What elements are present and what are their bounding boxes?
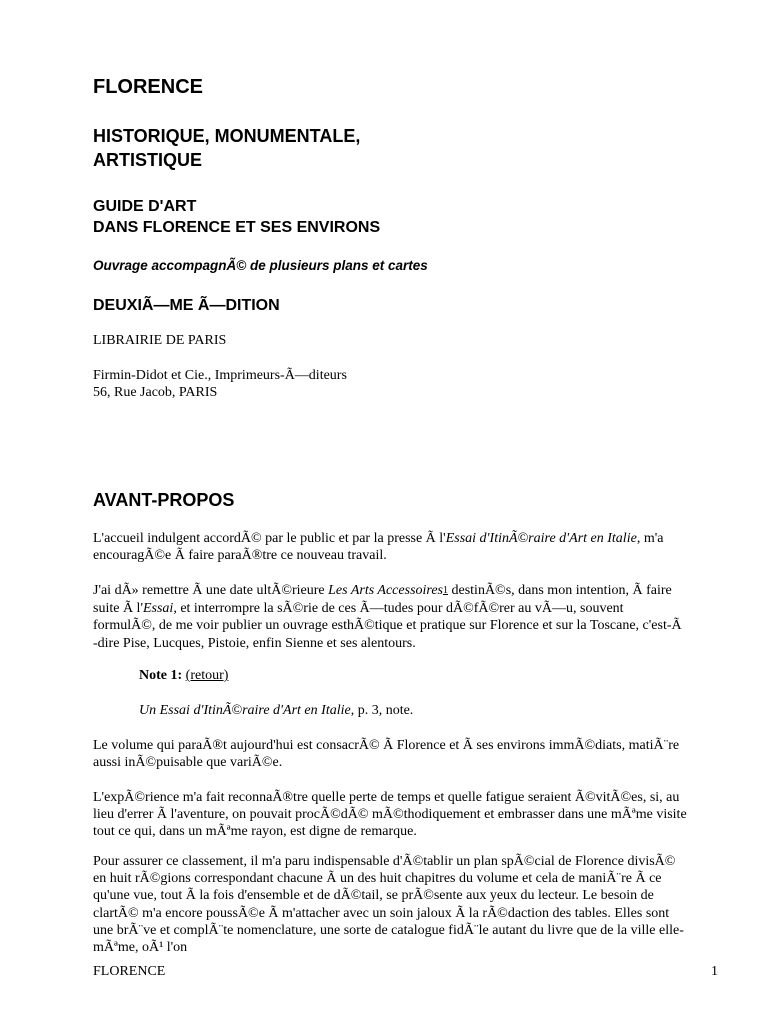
paragraph-2 [93, 582, 689, 652]
ouvrage-note: Ouvrage accompagnÃ© de plusieurs plans et cartes [93, 258, 428, 273]
guide-line-2: DANS FLORENCE ET SES ENVIRONS [93, 219, 381, 236]
p1-essai-title: Essai d'ItinÃ©raire d'Art en Italie [445, 531, 637, 546]
footnote-label [139, 667, 228, 684]
address-line: 56, Rue Jacob, PARIS [93, 385, 218, 401]
subtitle-line-2: ARTISTIQUE [93, 150, 203, 170]
footnote-text [139, 702, 413, 719]
note-label-text: Note 1: [139, 668, 183, 683]
paragraph-3: Le volume qui paraÃ®t aujourd'hui est consacrÃ© Ã Florence et Ã ses environs immÃ©diats, matiÃ¨re aussi inÃ©puisable que variÃ©e. [93, 738, 680, 771]
paragraph-5: Pour assurer ce classement, il m'a paru indispensable d'Ã©tablir un plan spÃ©cial de Florence divisÃ© en huit rÃ©gions correspondant chacune Ã un des huit chapitres du volume et cela de maniÃ¨re Ã ce qu'une vue, tout Ã la fois d'ensemble et de dÃ©tail, se prÃ©sente aux yeux du lecteur. Le besoin de clartÃ© m'a encore poussÃ©e Ã m'attacher avec un soin jaloux Ã la rÃ©daction des tables. Elles sont une brÃ¨ve et complÃ¨te nomenclature, une sorte de catalogue fidÃ¨le autant du livre que de la ville elle-mÃªme, oÃ¹ l'on [93, 854, 684, 956]
arts-accessoires-title: Les Arts Accessoires [328, 583, 443, 598]
paragraph-4: L'expÃ©rience m'a fait reconnaÃ®tre quelle perte de temps et quelle fatigue seraient Ã©vitÃ©es, si, au lieu d'errer Ã l'aventure, on pouvait procÃ©dÃ© mÃ©thodiquement et embrasser dans une mÃªme visite tout ce qui, dans un mÃªme rayon, est digne de remarque. [93, 790, 687, 840]
publisher-name: LIBRAIRIE DE PARIS [93, 333, 227, 348]
document-subtitle [93, 124, 360, 172]
paragraph-1 [93, 530, 689, 564]
p2-text-b: destinÃ©s, dans mon intention, Ã faire suite Ã l' [93, 583, 672, 617]
page-number: 1 [711, 964, 718, 979]
edition-heading: DEUXIÃ—ME Ã—DITION [93, 297, 280, 314]
arts-accessoires-link[interactable] [328, 583, 448, 598]
footnote-return-link[interactable]: (retour) [185, 668, 229, 683]
document-title: FLORENCE [93, 76, 203, 98]
p1-text-b: , m'a encouragÃ©e Ã faire paraÃ®tre ce nouveau travail. [93, 531, 664, 564]
guide-heading [93, 196, 380, 238]
footer-title: FLORENCE [93, 964, 166, 979]
p1-text-a: L'accueil indulgent accordÃ© par le public et par la presse Ã l' [93, 531, 446, 546]
p2-text-a: J'ai dÃ» remettre Ã une date ultÃ©rieure [93, 583, 329, 598]
guide-line-1: GUIDE D'ART [93, 198, 197, 215]
p2-essai: Essai [142, 601, 174, 617]
footnote-rest: , p. 3, note. [350, 703, 414, 718]
imprimeurs-line: Firmin-Didot et Cie., Imprimeurs-Ã—diteurs [93, 368, 347, 383]
p2-text-c: , et interrompre la sÃ©rie de ces Ã—tudes pour dÃ©fÃ©rer au vÃ—u, souvent formulÃ©, de me voir publier un ouvrage esthÃ©tique et pratique sur Florence et sur la Toscane, c'est-Ã -dire Pise, Lucques, Pistoie, enfin Sienne et ses alentours. [93, 601, 682, 651]
subtitle-line-1: HISTORIQUE, MONUMENTALE, [93, 126, 361, 146]
publisher-details [93, 367, 689, 401]
footnote-ref-1: 1 [443, 585, 448, 596]
footnote-title: Un Essai d'ItinÃ©raire d'Art en Italie [139, 703, 351, 718]
avant-propos-heading: AVANT-PROPOS [93, 490, 235, 510]
